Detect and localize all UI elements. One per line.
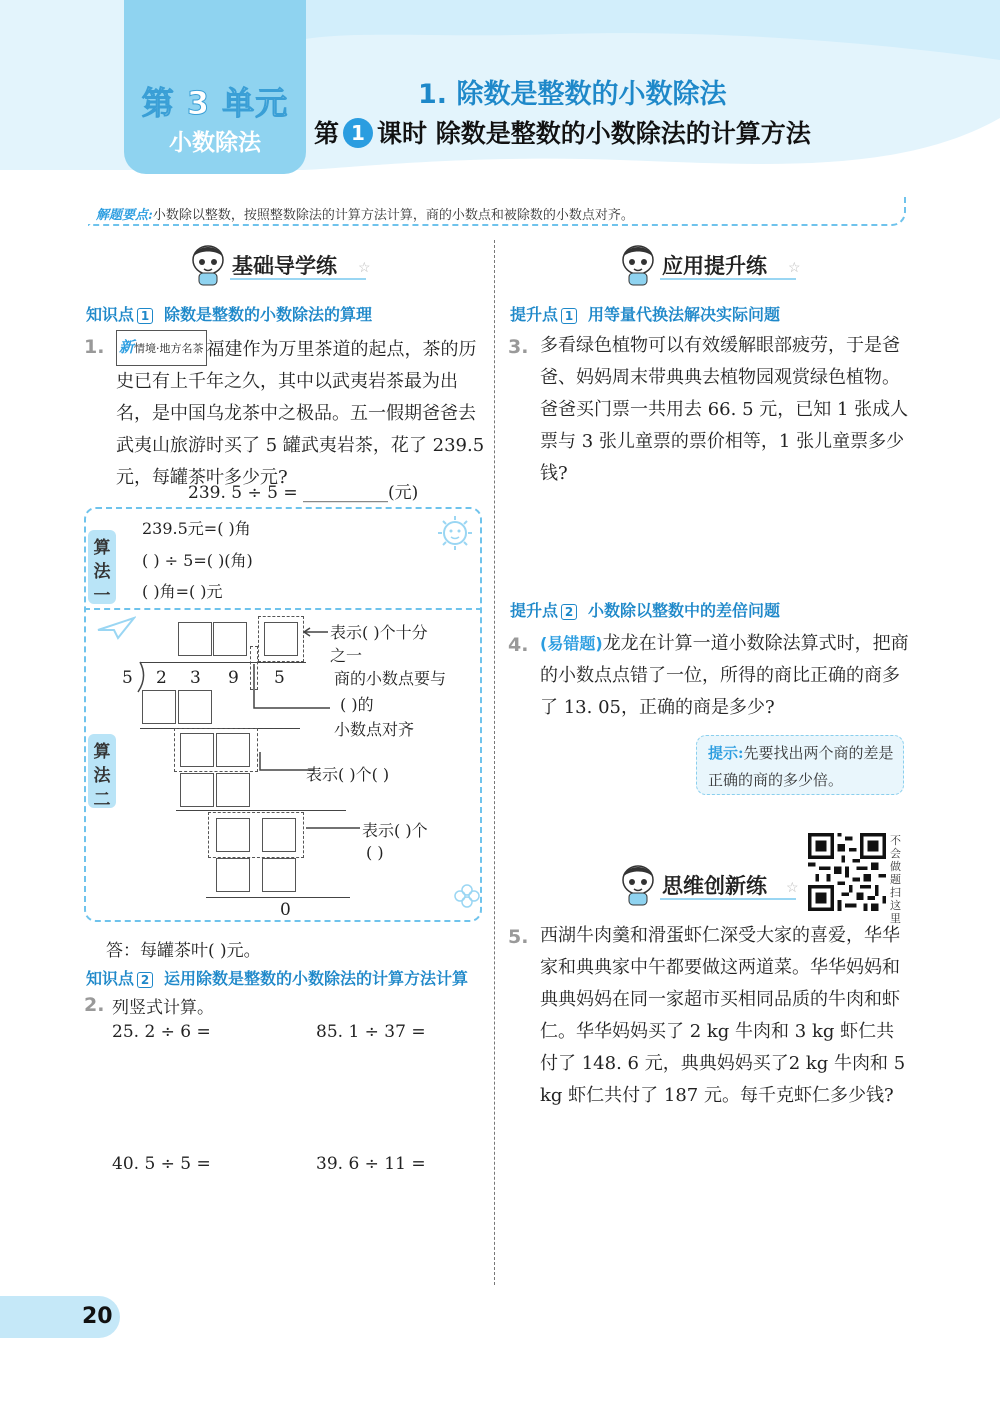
product-box[interactable] [142,690,176,724]
dividend-digit: 3 [190,668,201,688]
annotation-units: 表示( )个( ) [306,765,390,784]
section-underline [660,898,796,900]
question-number: 3. [508,336,529,358]
sun-doodle-icon [436,514,474,552]
hint-key: 提示: [708,744,744,762]
section-label: 基础导学练 [232,254,337,278]
improvement-point-1: 提升点 1 用等量代换法解决实际问题 [510,305,781,324]
divisor: 5 [122,668,133,688]
calc-expression: 85. 1 ÷ 37 = [316,1022,426,1042]
mascot-icon [620,862,656,906]
star-icon: ☆ [786,880,799,896]
star-icon: ☆ [358,260,371,276]
subtract-line [206,897,350,898]
qr-code-icon[interactable] [808,833,886,911]
annotation-decimal-3: 小数点对齐 [334,720,415,739]
subtract-line [176,810,346,811]
annotation-tenths-cont: 之一 [330,646,363,665]
page-number: 20 [82,1304,113,1329]
calc-expression: 40. 5 ÷ 5 = [112,1154,211,1174]
dividend-digit: 2 [156,668,167,688]
section-underline [230,278,366,280]
method-divider [84,608,482,610]
section-title: 1. 除数是整数的小数除法 [418,79,727,110]
annotation-last-2: ( ) [366,843,384,862]
improvement-point-2: 提升点 2 小数除以整数中的差倍问题 [510,601,781,620]
unit-subtitle: 小数除法 [169,130,261,156]
hint-text: 提示:先要找出两个商的差是正确的商的多少倍。 [708,744,894,789]
division-bracket [132,660,148,694]
error-prone-tag: (易错题) [540,634,603,653]
method-1-line-2: ( ) ÷ 5=( )(角) [142,551,253,570]
section-label: 应用提升练 [662,254,767,278]
annotation-arrow [304,816,362,840]
remainder-box[interactable] [180,733,214,767]
unit-tab [124,0,306,174]
dividend-digit: 5 [274,668,285,688]
method-1-label: 算法一 [88,530,116,604]
remainder-box[interactable] [216,818,250,852]
remainder-box[interactable] [262,818,296,852]
question-4-text: (易错题)龙龙在计算一道小数除法算式时，把商的小数点点错了一位，所得的商比正确的商多了 13. 05，正确的商是多少? [540,633,909,718]
calc-expression: 25. 2 ÷ 6 = [112,1022,211,1042]
section-head-apply [620,246,810,286]
annotation-tenths: 表示( )个十分 [330,623,428,642]
method-1-line-3: ( )角=( )元 [142,582,223,601]
section-label: 思维创新练 [662,874,767,898]
question-1-text: 新情境·地方名茶 福建作为万里茶道的起点，茶的历史已有上千年之久，其中以武夷岩茶最为出名，是中国乌龙茶中之极品。五一假期爸爸去武夷山旅游时买了 5 罐武夷岩茶，花了 239.5 元，每罐茶叶多少元? [116,330,486,494]
tip-text: 解题要点:小数除以整数，按照整数除法的计算方法计算，商的小数点和被除数的小数点对齐。 [96,208,634,223]
column-divider [494,240,495,1285]
question-5-text: 西湖牛肉羹和滑蛋虾仁深受大家的喜爱，华华家和典典家中午都要做这两道菜。华华妈妈和典典妈妈在同一家超市买相同品质的牛肉和虾仁。华华妈妈买了 2 kg 牛肉和 3 kg 虾仁共付了 148. 6 元，典典妈妈买了2 kg 牛肉和 5 kg 虾仁共付了 187 元。每千克虾仁多少钱? [540,925,906,1106]
knowledge-point-2: 知识点 2 运用除数是整数的小数除法的计算方法计算 [86,969,469,988]
calc-expression: 39. 6 ÷ 11 = [316,1154,426,1174]
annotation-last-1: 表示( )个 [362,821,428,840]
answer-line: 答：每罐茶叶( )元。 [106,941,261,961]
qr-caption: 不会做题扫这里 [890,834,901,925]
quotient-box[interactable] [178,622,212,656]
question-number: 1. [84,336,105,358]
question-number: 5. [508,926,529,948]
section-head-basic [190,246,380,286]
section-head-think [620,866,810,906]
lesson-title: 第 1 课时 除数是整数的小数除法的计算方法 [314,119,811,148]
product-box[interactable] [216,858,250,892]
question-3-text: 多看绿色植物可以有效缓解眼部疲劳，于是爸爸、妈妈周末带典典去植物园观赏绿色植物。爸爸买门票一共用去 66. 5 元，已知 1 张成人票与 3 张儿童票的票价相等，1 张儿童票多少钱? [540,335,909,484]
lesson-number-badge: 1 [343,118,373,148]
product-box[interactable] [262,858,296,892]
product-box[interactable] [180,773,214,807]
dividend-digit: 9 [228,668,239,688]
method-2-label: 算法二 [88,734,116,808]
unit-title: 第 3 单元 [141,84,289,122]
mascot-icon [620,242,656,286]
question-2-text: 列竖式计算。 [112,998,214,1018]
knowledge-point-1: 知识点 1 除数是整数的小数除法的算理 [86,305,373,324]
annotation-decimal-1: 商的小数点要与 [334,669,447,688]
mascot-icon [190,242,226,286]
question-1-equation: 239. 5 ÷ 5 = __________(元) [188,483,419,503]
final-remainder: 0 [280,900,291,920]
question-number: 2. [84,994,105,1016]
paper-plane-icon [96,616,136,640]
method-1-line-1: 239.5元=( )角 [142,519,251,538]
product-box[interactable] [178,690,212,724]
flower-icon [452,882,482,912]
section-underline [660,278,796,280]
star-icon: ☆ [788,260,801,276]
annotation-decimal-2: ( )的 [340,695,374,714]
new-scene-tag: 新情境·地方名茶 [116,330,207,366]
question-number: 4. [508,634,529,656]
